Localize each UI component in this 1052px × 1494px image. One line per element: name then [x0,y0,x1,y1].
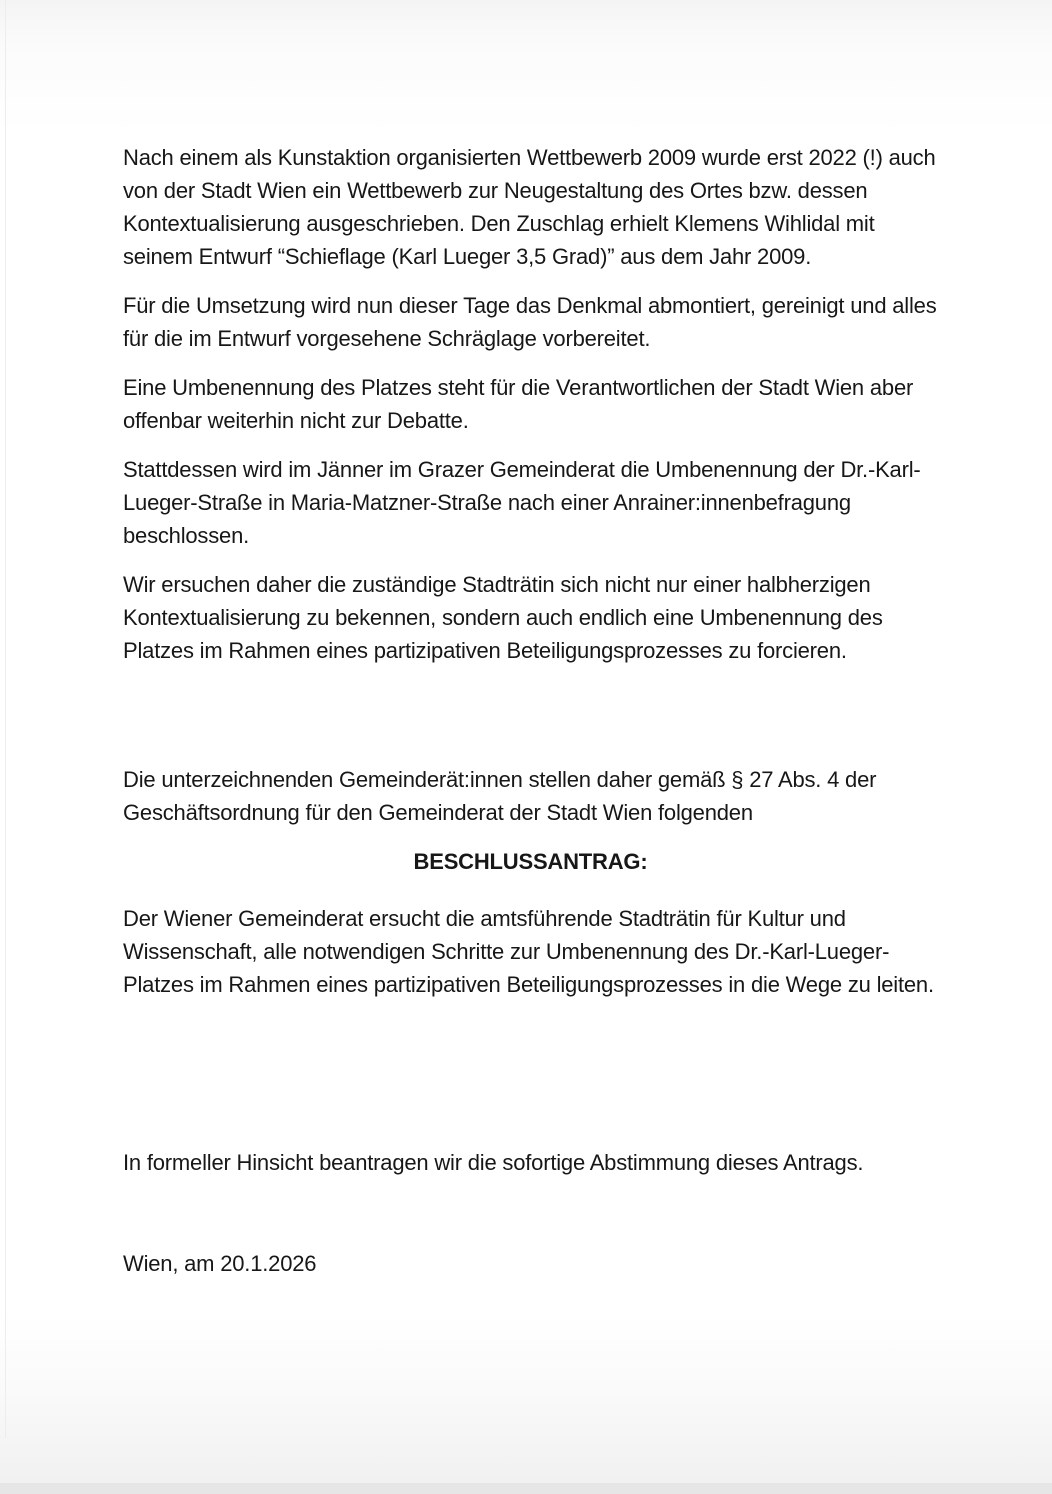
paragraph-geschaeftsordnung: Die unterzeichnenden Gemeinderät:innen stellen daher gemäß § 27 Abs. 4 der Geschäftsordnung für den Gemeinderat der Stadt Wien folgenden [123,767,877,825]
paragraph-ersuchen: Wir ersuchen daher die zuständige Stadträtin sich nicht nur einer halbherzigen Kontextualisierung zu bekennen, sondern auch endlich eine Umbenennung des Platzes im Rahmen eines partizipativen Beteiligungsprozesses zu forcieren. [123,572,883,663]
motion-heading: BESCHLUSSANTRAG: [413,849,648,874]
paragraph-umsetzung: Für die Umsetzung wird nun dieser Tage das Denkmal abmontiert, gereinigt und alles für die im Entwurf vorgesehene Schräglage vorbereitet. [123,293,937,351]
motion-paragraph: Der Wiener Gemeinderat ersucht die amtsführende Stadträtin für Kultur und Wissenschaft, alle notwendigen Schritte zur Umbenennung des Dr.-Karl-Lueger-Platzes im Rahmen eines partizipativen Beteiligungsprozesses in die Wege zu leiten. [123,906,934,997]
paragraph-graz-beschluss: Stattdessen wird im Jänner im Grazer Gemeinderat die Umbenennung der Dr.-Karl-Lueger-Straße in Maria-Matzner-Straße nach einer Anrainer:innenbefragung beschlossen. [123,457,921,548]
document-body [123,141,938,1280]
paragraph-umbenennung-debatte: Eine Umbenennung des Platzes steht für die Verantwortlichen der Stadt Wien aber offenbar weiterhin nicht zur Debatte. [123,375,914,433]
paragraph-intro-wettbewerb: Nach einem als Kunstaktion organisierten Wettbewerb 2009 wurde erst 2022 (!) auch von der Stadt Wien ein Wettbewerb zur Neugestaltung des Ortes bzw. dessen Kontextualisierung ausgeschrieben. Den Zuschlag erhielt Klemens Wihlidal mit seinem Entwurf “Schieflage (Karl Lueger 3,5 Grad)” aus dem Jahr 2009. [123,145,936,269]
page-bottom-edge [0,1483,1052,1494]
dateline: Wien, am 20.1.2026 [123,1251,317,1276]
formal-note: In formeller Hinsicht beantragen wir die sofortige Abstimmung dieses Antrags. [123,1150,864,1175]
page-left-edge-line [5,0,6,1438]
